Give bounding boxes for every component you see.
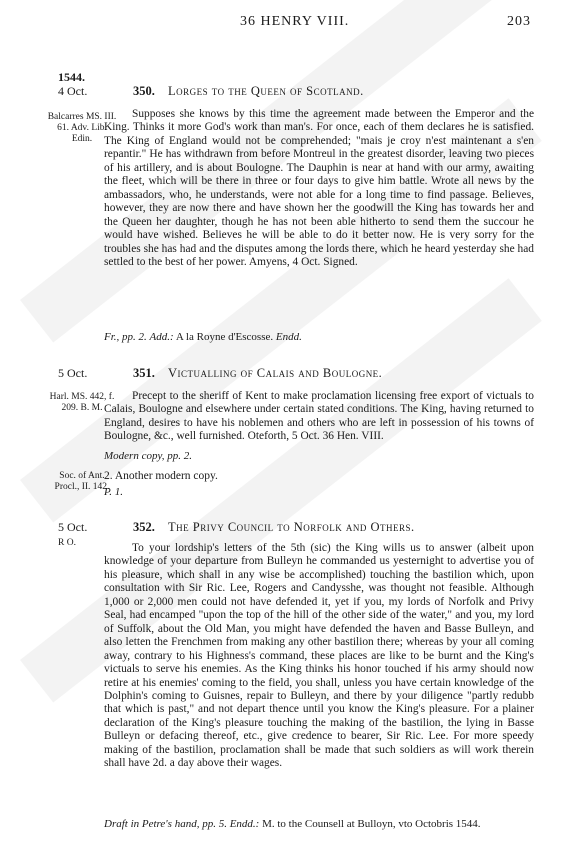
entry-source: Harl. MS. 442, f. 209. B. M. <box>49 392 115 413</box>
entry-date: 5 Oct. <box>58 366 88 380</box>
note-endd-label: Endd.: <box>229 818 260 830</box>
note-format: Draft in Petre's hand, pp. 5. <box>104 818 227 830</box>
entry-body: Supposes she knows by this time the agreement made between the Emperor and the King. Thinks it more God's work than man's. For once, each of them declares he is satisfied. The King of England would not be comprehended; "mais je croy n'est maintenant a s'en repantir." He has withdrawn from before Montreul in the greatest disorder, leaving two pieces of his artillery, and is about Boulogne. The Dauphin is near at hand with our army, awaiting the fleet, which will be there in three or four days to give him battle. Wrote all news by the ambassadors, who, he understands, were not able for a long time to find passage. Believes, however, they are now there and have shown her the goodwill the King has towards her and the Queen her daughter, though he has not been able hitherto to send them the succour he would have wished. Believes he will be able to do it better now. He is very sorry for the troubles she has had and the disputes among the lords there, which he heard yesterday she had settled to the best of her power. Amyens, 4 Oct. Signed. <box>104 108 534 268</box>
year-label: 1544. <box>58 70 85 84</box>
entry-source: R O. <box>58 538 76 548</box>
entry-heading <box>133 520 415 535</box>
entry-title: Victualling of Calais and Boulogne. <box>168 366 383 380</box>
sub-item: 2. Another modern copy. <box>104 470 218 482</box>
entry-note <box>104 450 534 463</box>
entry-number: 350. <box>133 84 155 98</box>
entry-title: Lorges to the Queen of Scotland. <box>168 84 364 98</box>
page-number: 203 <box>507 14 531 29</box>
entry-date: 5 Oct. <box>58 520 88 534</box>
sub-item-note: P. 1. <box>104 486 124 498</box>
note-format: Fr., pp. 2. <box>104 331 147 343</box>
entry-body: Precept to the sheriff of Kent to make proclamation licensing free export of victuals to Calais, Boulogne and elsewhere under certain stated conditions. The King, having returned to England, desires to have his noblemen and others who are left in possession of his towns of Boulogne, &c., well furnished. Oteforth, 5 Oct. 36 Hen. VIII. <box>104 390 534 443</box>
entry-note <box>104 818 534 831</box>
entry-heading <box>133 366 382 381</box>
entry-source: Balcarres MS. III. 61. Adv. Lib. Edin. <box>47 112 117 144</box>
note-add-label: Add.: <box>149 331 174 343</box>
entry-note <box>104 331 534 344</box>
running-title: 36 HENRY VIII. <box>240 14 350 29</box>
note-address: M. to the Counsell at Bulloyn, vto Octobris 1544. <box>262 818 481 830</box>
entry-number: 352. <box>133 520 155 534</box>
note-format: Modern copy, pp. 2. <box>104 450 192 462</box>
entry-number: 351. <box>133 366 155 380</box>
sub-item-source: Soc. of Ant. Procl., II. 142. <box>54 471 110 492</box>
entry-heading <box>133 84 364 99</box>
entry-title: The Privy Council to Norfolk and Others. <box>168 520 415 534</box>
entry-date: 4 Oct. <box>58 84 88 98</box>
note-address: A la Royne d'Escosse. <box>175 331 274 343</box>
note-endd: Endd. <box>275 331 302 343</box>
running-header <box>0 14 567 34</box>
entry-body: To your lordship's letters of the 5th (sic) the King wills us to answer (albeit upon knowledge of your departure from Bulleyn he commanded us yesternight to advertise you of his pleasure, which shall in any wise be accomplished) touching the bastilion which, upon consultation with Sir Ric. Lee, Rogers and Candysshe, was thought not feasible. Although 1,000 or 2,000 men could not have defended it, yet if you, my lords of Norfolk and Privy Seal, had encamped "upon the top of the hill of the other side of the water," and you, my lord of Suffolk, about the Old Man, you might have defended the haven and Basse Bulleyn, and also letten the Frenchmen from making any other bastilion there; whereas by your all coming away, contrary to his Highness's command, these places are like to be burnt and the King's victuals to serve his enemies. As the King thinks his honor touched if his army should now retire at his enemies' coming to the field, you shall, unless you have certain knowledge of the Dolphin's coming to Guisnes, repair to Bulleyn, and there by your diligence "partly redubb that which is past," and not depart thence until you know the King's pleasure. For a plainer declaration of the King's pleasure touching the making of the bastilion, the lying in Basse Bulleyn or defacing thereof, etc., give credence to bearer, Sir Ric. Lee. For more speedy making of the bastilion, proclamation shall be made that such soldiers as will work therein shall have 2d. a day above their wages. <box>104 542 534 770</box>
